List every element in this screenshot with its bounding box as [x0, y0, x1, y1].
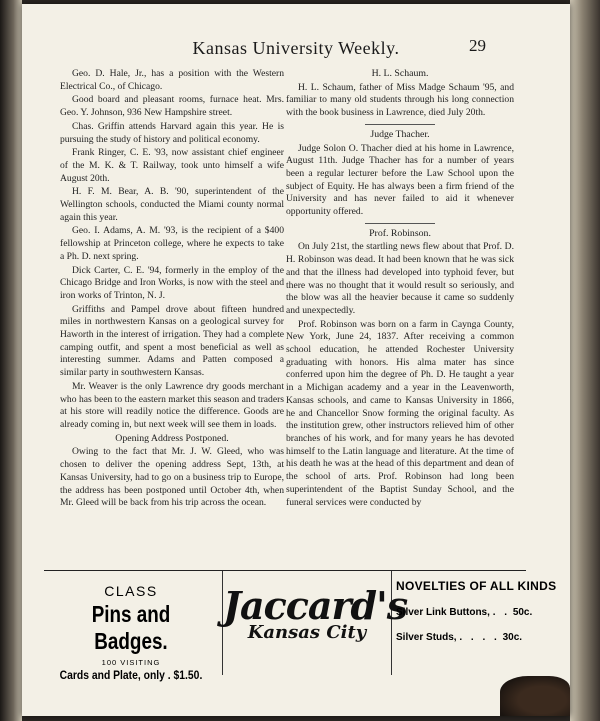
paragraph: H. F. M. Bear, A. B. '90, superintendent of the Wellington schools, conducted the Miami county normal again this year. — [60, 186, 284, 223]
novelties-row — [396, 607, 533, 618]
paragraph: On July 21st, the startling news flew about that Prof. D. H. Robinson was dead. It had been known that he was sick and that the illness had developed into typhoid fever, but there was no thought that it would result so seriously, and the blow was all the heavier because it came so suddenly and unexpectedly. — [286, 241, 514, 316]
novelties-row-label: Silver Studs, — [396, 632, 457, 643]
newspaper-page — [22, 4, 570, 716]
paragraph: H. L. Schaum, father of Miss Madge Schaum '95, and familiar to many old students through his long connection with the book business in Lawrence, died July 20th. — [286, 81, 514, 119]
class-pins-ad-line4: Cards and Plate, only . $1.50. — [59, 670, 203, 682]
class-pins-ad-line1: CLASS — [104, 583, 158, 599]
section-heading: Prof. Robinson. — [369, 227, 431, 239]
class-pins-ad-line2: Pins and Badges. — [91, 601, 171, 654]
reader-thumb — [500, 676, 570, 716]
book-binding-left — [0, 0, 22, 721]
section-heading: Judge Thacher. — [370, 128, 430, 140]
paragraph: Prof. Robinson was born on a farm in Caynga County, New York, June 24, 1837. After receiving a common school education, he attended Rochester University graduating with honors. His alma mater has since conferred upon him the degree of Ph. D. He taught a year in a Michigan academy and a year in the Leavenworth, Kansas schools, and came to Kansas University in 1866, he and Chancellor Snow forming the original faculty. As the institution grew, other instructors relieved him of other branches of his work, and for many years he has devoted himself to the Latin language and literature. At the time of his death he was at the head of this department and dean of the school of arts. Prof. Robinson had long been superintendent of the Baptist Sunday School, and the funeral services were conducted by — [286, 318, 514, 508]
paragraph: Mr. Weaver is the only Lawrence dry goods merchant who has been to the eastern market this season and traders at his store will readily notice the difference. Goods are already coming in, but next week will see them in loads. — [60, 380, 284, 430]
class-pins-ad-line3: 100 VISITING — [101, 658, 161, 667]
paragraph: Owing to the fact that Mr. J. W. Gleed, who was chosen to deliver the opening address Sept, 13th, at Kansas University, had to go on a business trip to Europe, the address has been postponed until October 4th, when Mr. Gleed will be back from his trip across the ocean. — [60, 446, 284, 509]
novelties-row-price: 30c. — [502, 632, 523, 643]
left-column — [60, 68, 284, 511]
paragraph: Judge Solon O. Thacher died at his home in Lawrence, August 11th. Judge Thacher has for a number of years been a regular lecturer before the Law School upon the subject of Equity. He has always been a firm friend of the University and has never failed to aid it whenever opportunity offered. — [286, 142, 514, 218]
paragraph: Geo. I. Adams, A. M. '93, is the recipient of a $400 fellowship at Princeton college, where he expects to take a Ph. D. next spring. — [60, 225, 284, 262]
page-number: 29 — [469, 36, 486, 55]
novelties-row-dots: . . — [492, 607, 511, 618]
novelties-ad — [396, 571, 557, 675]
paragraph: Frank Ringer, C. E. '93, now assistant chief engineer of the M. K. & T. Railway, took unto himself a wife August 20th. — [60, 147, 284, 184]
novelties-row-label: Silver Link Buttons, — [396, 607, 490, 618]
section-heading: Opening Address Postponed. — [115, 432, 229, 444]
section-divider — [365, 223, 435, 224]
novelties-row — [396, 632, 526, 643]
novelties-title: NOVELTIES OF ALL KINDS — [396, 579, 557, 593]
jaccards-ad — [222, 571, 408, 675]
class-pins-ad — [44, 571, 218, 682]
novelties-row-price: 50c. — [512, 607, 533, 618]
book-binding-right — [570, 0, 600, 721]
right-column — [286, 68, 514, 510]
jaccards-brand: Jaccard's — [223, 583, 408, 628]
jaccards-city: Kansas City — [247, 622, 367, 643]
paragraph: Geo. D. Hale, Jr., has a position with the Western Electrical Co., of Chicago. — [60, 68, 284, 92]
novelties-row-dots: . . . . — [459, 632, 500, 643]
paragraph: Dick Carter, C. E. '94, formerly in the employ of the Chicago Bridge and Iron Works, is now with the steel and iron works of Trinton, N. J. — [60, 264, 284, 301]
page-header-title: Kansas University Weekly. — [192, 38, 400, 58]
paragraph: Chas. Griffin attends Harvard again this year. He is pursuing the study of history and political economy. — [60, 120, 284, 145]
advertisement-strip — [44, 570, 557, 682]
section-heading: H. L. Schaum. — [371, 68, 429, 79]
paragraph: Griffiths and Pampel drove about fifteen hundred miles in northwestern Kansas on a geological survey for Haworth in the interest of irrigation. They had a complete camping outfit, and spent a most beneficial as well as interesting summer. Adams and Patten composed a similar party in southwestern Kansas. — [60, 303, 284, 379]
paragraph: Good board and pleasant rooms, furnace heat. Mrs. Geo. Y. Johnson, 936 New Hampshire street. — [60, 94, 284, 119]
section-divider — [365, 124, 435, 125]
